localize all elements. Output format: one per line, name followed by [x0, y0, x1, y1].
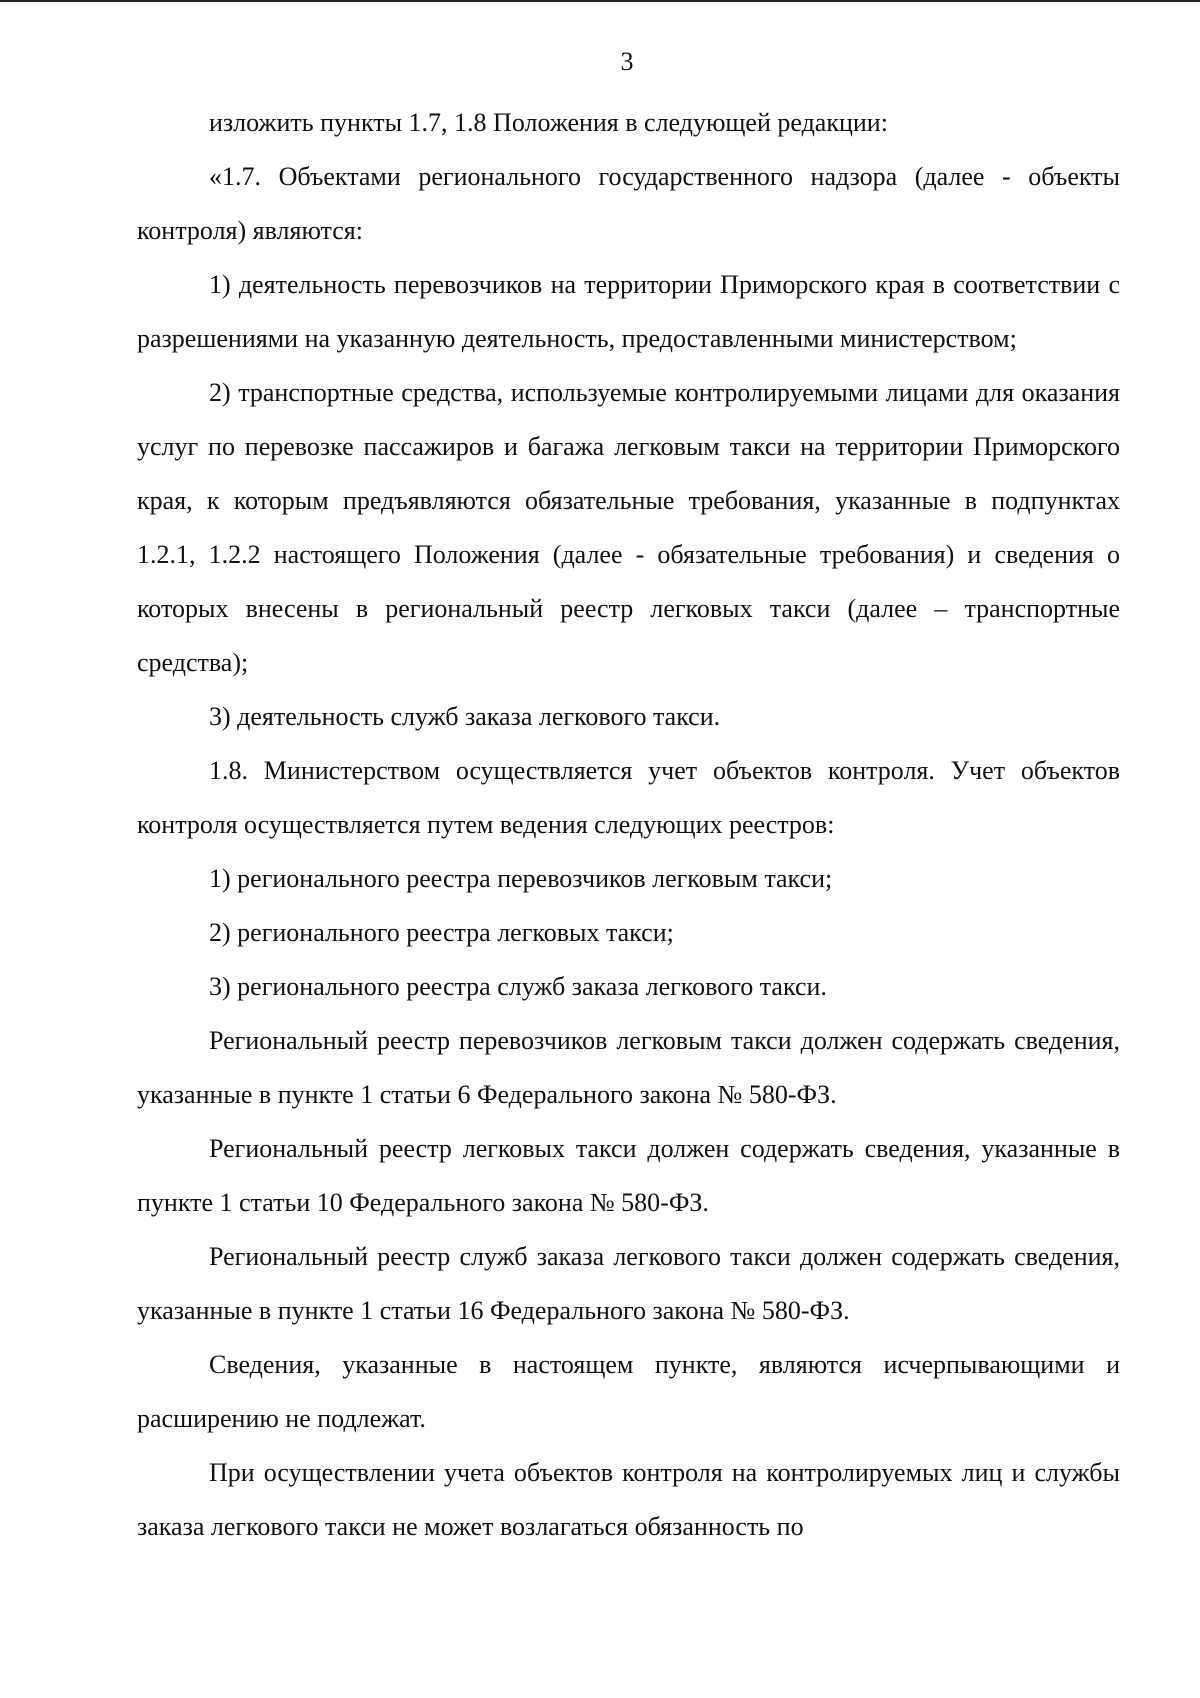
- paragraph-1-7-item-1: 1) деятельность перевозчиков на территории Приморского края в соответствии с разрешениями на указанную деятельность, предоставленными министерством;: [137, 270, 1120, 353]
- paragraph-exhaustive-info: Сведения, указанные в настоящем пункте, являются исчерпывающими и расширению не подлежат.: [137, 1350, 1120, 1433]
- paragraph-taxi-registry: Региональный реестр легковых такси должен содержать сведения, указанные в пункте 1 статьи 10 Федерального закона № 580-ФЗ.: [137, 1134, 1120, 1217]
- page-number: 3: [620, 47, 634, 76]
- top-border-line: [0, 0, 1200, 2]
- paragraph-1-8-item-1: 1) регионального реестра перевозчиков легковым такси;: [209, 864, 833, 893]
- paragraph-dispatch-registry: Региональный реестр служб заказа легкового такси должен содержать сведения, указанные в пункте 1 статьи 16 Федерального закона № 580-ФЗ.: [137, 1242, 1120, 1325]
- paragraph-obligations: При осуществлении учета объектов контроля на контролируемых лиц и службы заказа легкового такси не может возлагаться обязанность по: [137, 1458, 1120, 1541]
- paragraph-1-7-item-2: 2) транспортные средства, используемые контролируемыми лицами для оказания услуг по перевозке пассажиров и багажа легковым такси на территории Приморского края, к которым предъявляются обязательные требования, указанные в подпунктах 1.2.1, 1.2.2 настоящего Положения (далее - обязательные требования) и сведения о которых внесены в региональный реестр легковых такси (далее – транспортные средства);: [137, 378, 1120, 677]
- paragraph-1-7-item-3: 3) деятельность служб заказа легкового такси.: [209, 702, 721, 731]
- paragraph-1-8-heading: 1.8. Министерством осуществляется учет объектов контроля. Учет объектов контроля осуществляется путем ведения следующих реестров:: [137, 756, 1120, 839]
- paragraph-intro: изложить пункты 1.7, 1.8 Положения в следующей редакции:: [209, 108, 888, 137]
- paragraph-1-8-item-2: 2) регионального реестра легковых такси;: [209, 918, 674, 947]
- paragraph-carriers-registry: Региональный реестр перевозчиков легковым такси должен содержать сведения, указанные в пункте 1 статьи 6 Федерального закона № 580-ФЗ.: [137, 1026, 1120, 1109]
- document-body: [137, 96, 1120, 1554]
- paragraph-1-8-item-3: 3) регионального реестра служб заказа легкового такси.: [209, 972, 827, 1001]
- paragraph-1-7-heading: «1.7. Объектами регионального государственного надзора (далее - объекты контроля) являются:: [137, 162, 1120, 245]
